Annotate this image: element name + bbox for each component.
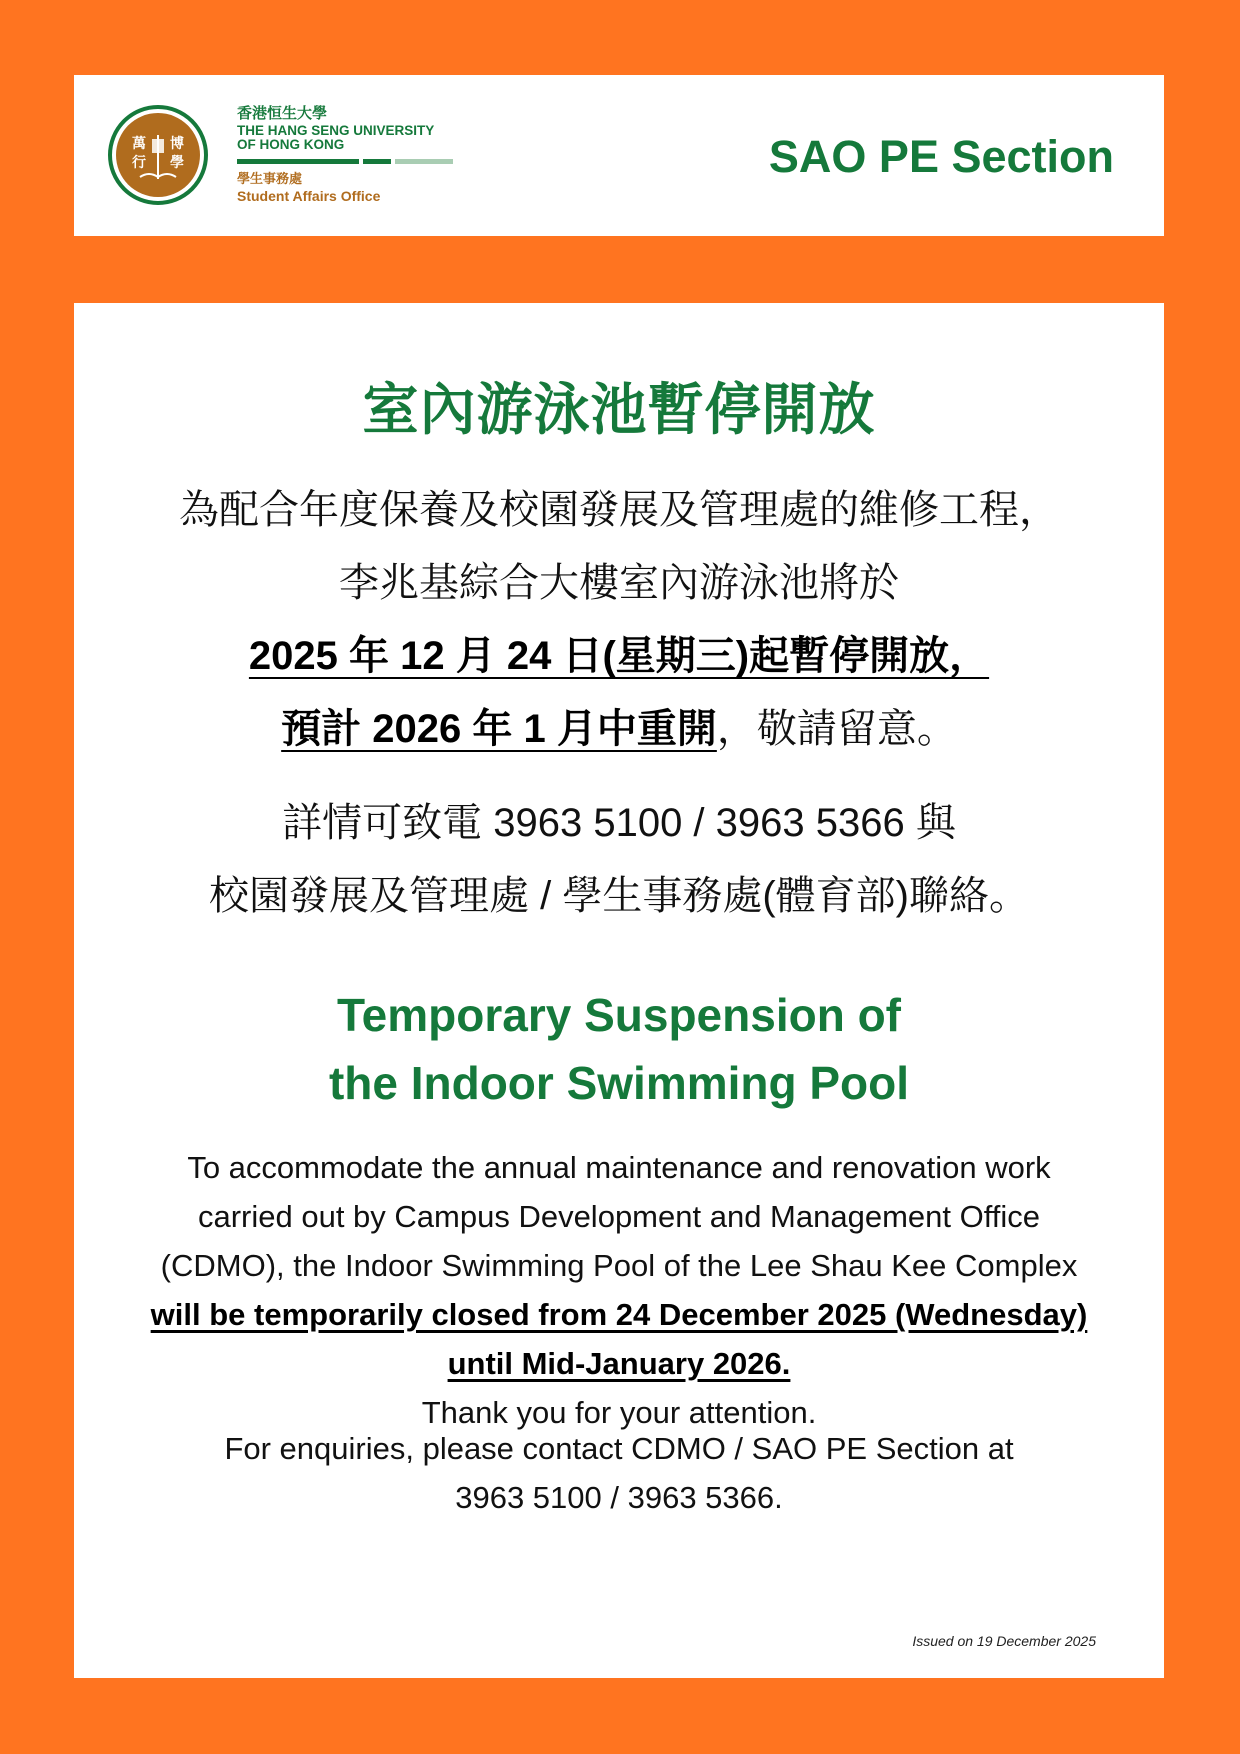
notice-body-en [104,1143,1134,1437]
notice-title-en [74,981,1164,1117]
issued-date: Issued on 19 December 2025 [912,1633,1096,1649]
reopen-date-zh: 預計 2026 年 1 月中重開 [281,707,717,751]
seal-char-4: 學 [170,155,184,171]
contact-zh-line-2: 校園發展及管理處 / 學生事務處(體育部)聯絡。 [209,874,1029,918]
university-name-zh: 香港恒生大學 [237,105,328,122]
seal-char-2: 博 [170,136,184,152]
notice-title-en-line-1: Temporary Suspension of [336,989,902,1041]
university-seal-logo [108,105,208,205]
office-name-en: Student Affairs Office [237,187,381,204]
notice-zh-line-3 [74,624,1164,681]
notice-card [74,303,1164,1678]
seal-char-3: 行 [132,155,146,171]
closure-date-en: will be temporarily closed from 24 December 2025 (Wednesday) [150,1297,1088,1332]
university-name-en-2: OF HONG KONG [237,136,345,152]
notice-zh-line-4-rest: ，敬請留意。 [716,707,957,751]
section-title: SAO PE Section [768,131,1114,182]
contact-zh-line-1: 詳情可致電 3963 5100 / 3963 5366 與 [282,801,956,845]
notice-zh-line-4 [74,697,1164,754]
seal-char-1: 萬 [132,136,146,152]
notice-zh-line-2: 李兆基綜合大樓室內游泳池將於 [339,561,899,605]
header-banner [74,75,1164,236]
notice-title-zh: 室內游泳池暫停開放 [362,378,876,441]
logo-divider-bar [237,159,453,164]
notice-en-line-2: carried out by Campus Development and Management Office [197,1199,1041,1234]
thanks-text: Thank you for your attention. [421,1395,817,1430]
office-name-zh: 學生事務處 [237,171,303,187]
reopen-date-en: until Mid-January 2026. [447,1346,791,1381]
notice-en-line-3: (CDMO), the Indoor Swimming Pool of the Lee Shau Kee Complex [160,1248,1078,1283]
notice-en-line-1: To accommodate the annual maintenance and renovation work [187,1150,1051,1185]
enquiry-en-line-1: For enquiries, please contact CDMO / SAO PE Section at [224,1431,1014,1466]
notice-title-en-line-2: the Indoor Swimming Pool [328,1057,910,1109]
enquiry-phone-numbers: 3963 5100 / 3963 5366. [455,1480,783,1515]
university-wordmark [237,106,467,203]
enquiry-en [104,1424,1134,1522]
closure-date-zh: 2025 年 12 月 24 日(星期三)起暫停開放， [248,634,990,678]
notice-zh-line-1: 為配合年度保養及校園發展及管理處的維修工程， [179,488,1059,532]
university-name-en-1: THE HANG SENG UNIVERSITY [237,122,435,138]
